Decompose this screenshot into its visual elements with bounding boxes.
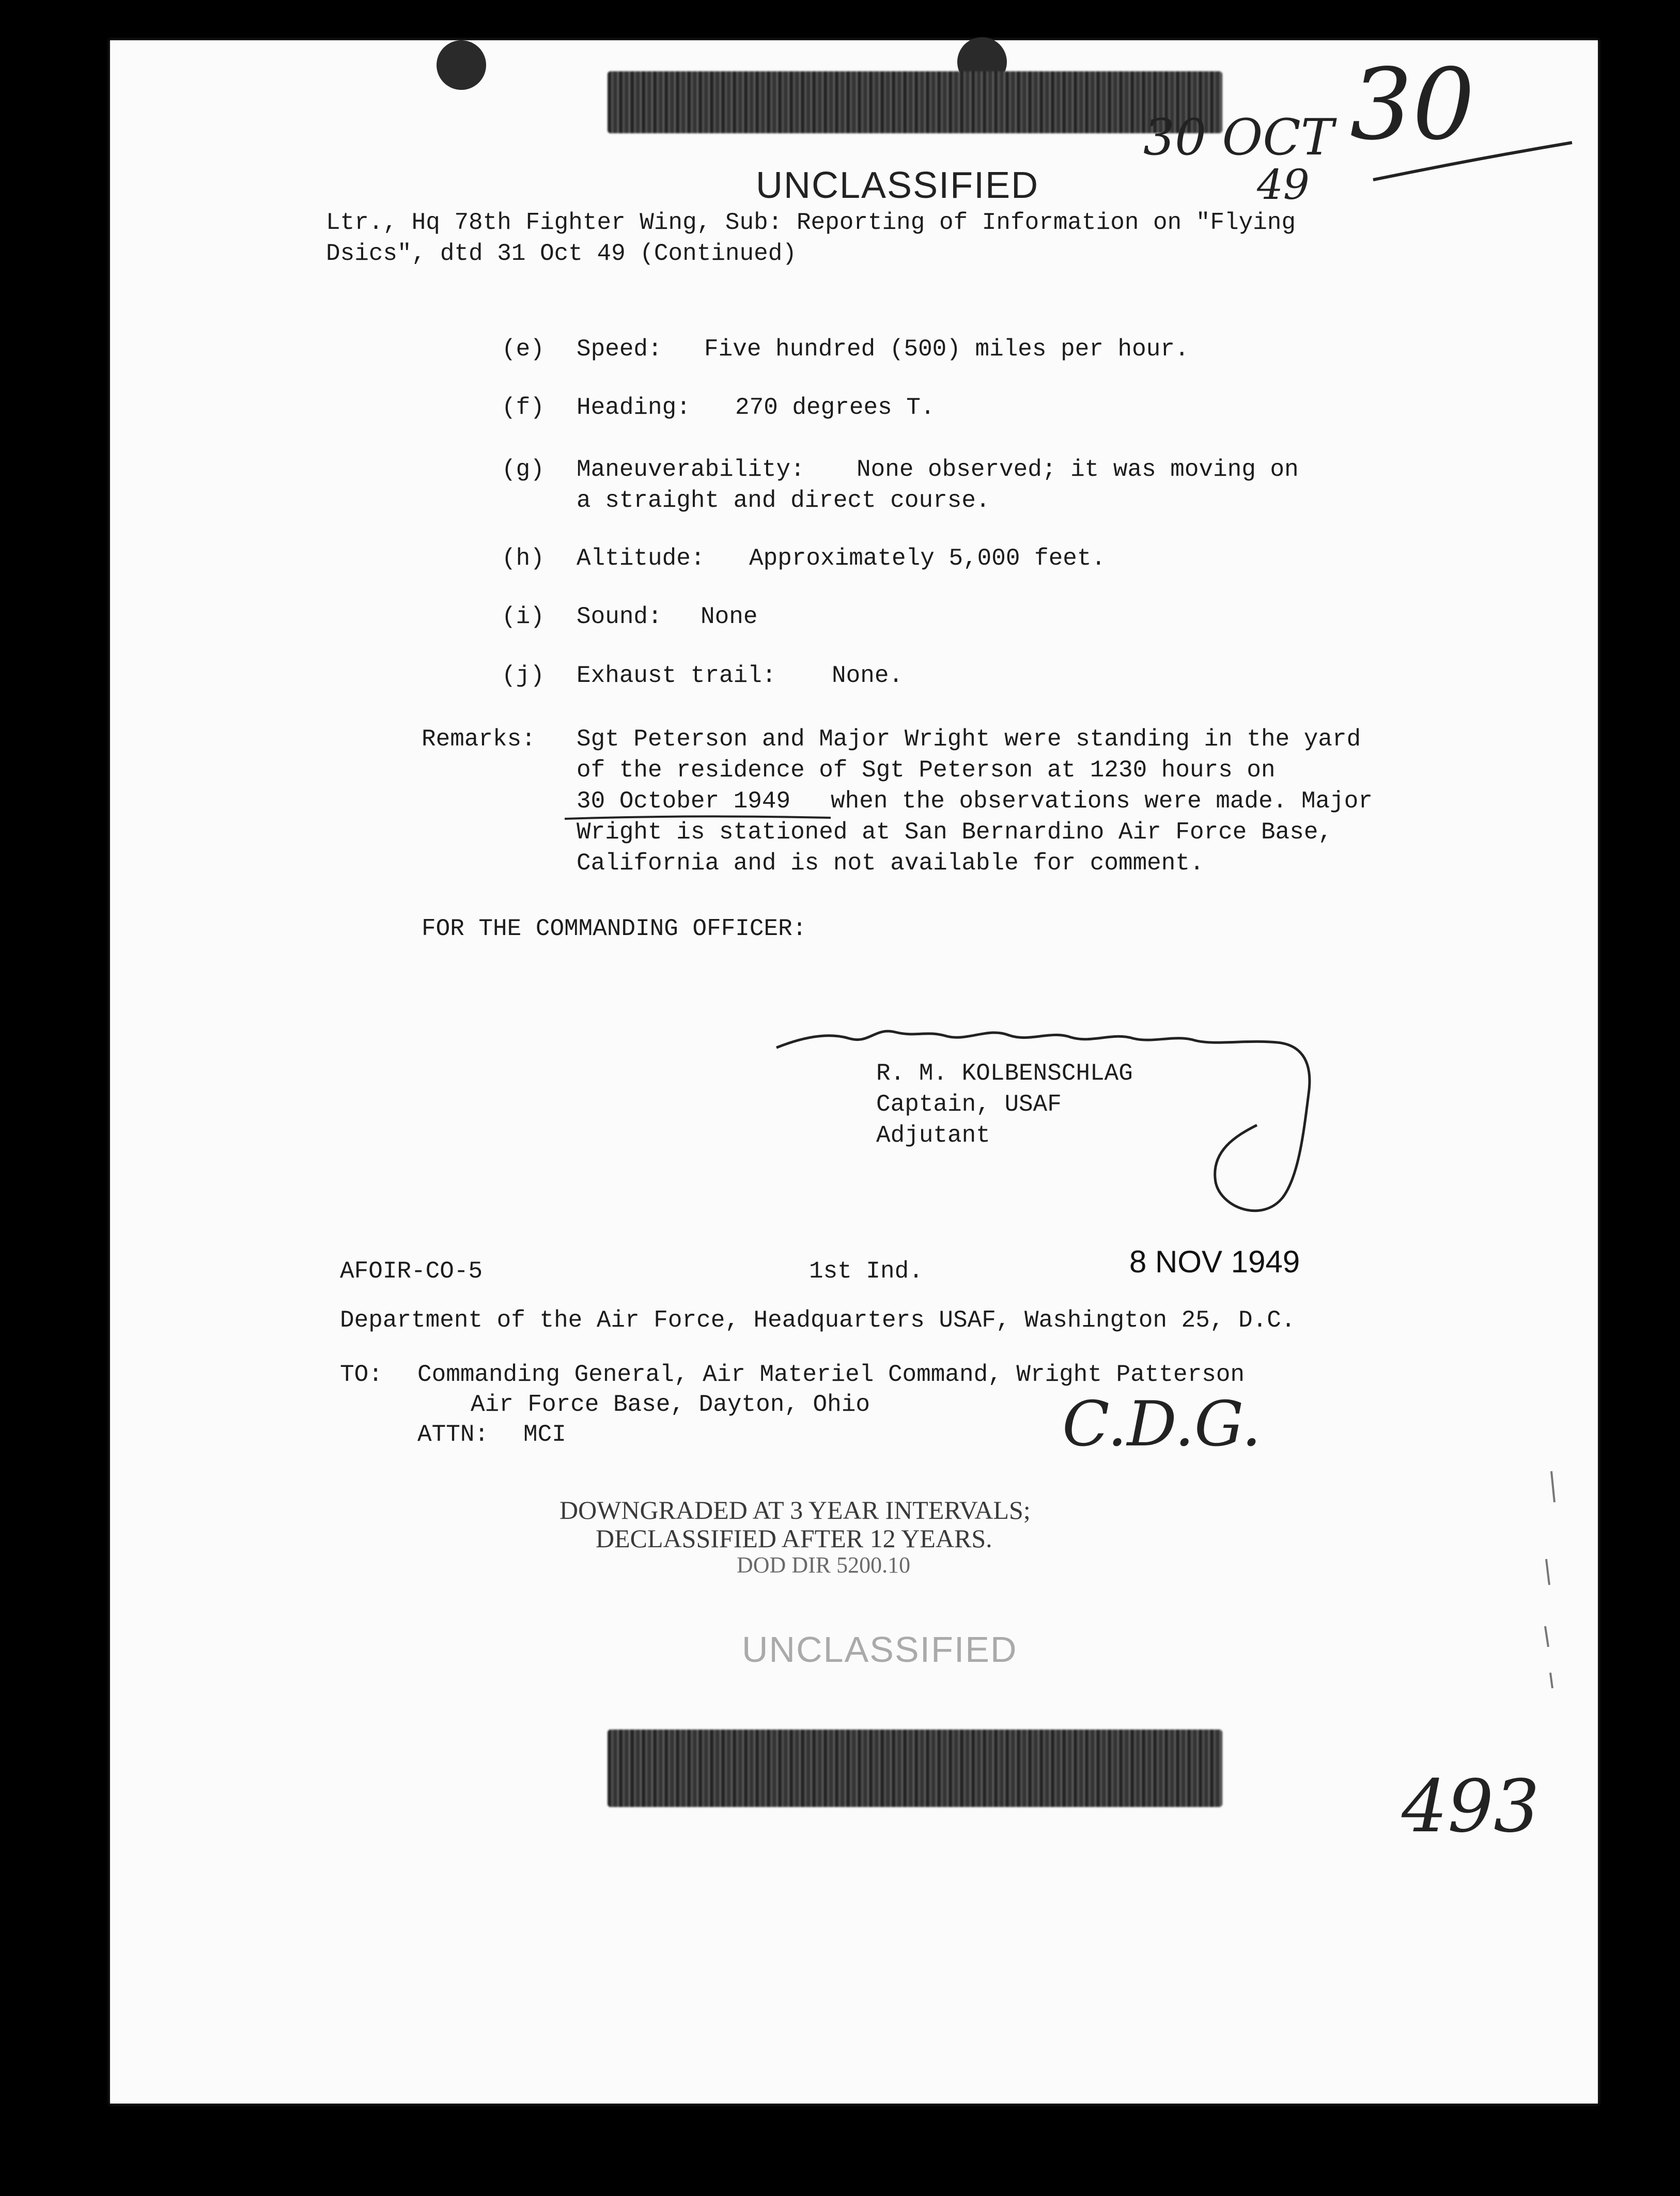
item-j-label: Exhaust trail: <box>577 662 776 689</box>
to-label: TO: <box>340 1361 383 1388</box>
unclassified-footer-stamp: UNCLASSIFIED <box>742 1629 1018 1670</box>
handwritten-page-number: 30 <box>1350 48 1475 162</box>
signature <box>771 1011 1350 1259</box>
remarks-line-4: Wright is stationed at San Bernardino Air Force Base, <box>577 819 1333 846</box>
item-h-letter: (h) <box>502 545 545 572</box>
signer-rank: Captain, USAF <box>876 1091 1062 1118</box>
item-e-label: Speed: <box>577 336 662 363</box>
item-g-letter: (g) <box>502 456 545 483</box>
attn-value: MCI <box>523 1421 566 1448</box>
item-j-text: None. <box>832 662 904 689</box>
item-g-label: Maneuverability: <box>577 456 805 483</box>
indorsement-date-stamp: 8 NOV 1949 <box>1129 1244 1300 1279</box>
handwritten-initials: C.D.G. <box>1062 1389 1262 1460</box>
remarks-date: 30 October 1949 <box>577 788 791 815</box>
indorsement-ref: AFOIR-CO-5 <box>340 1258 483 1285</box>
item-h-label: Altitude: <box>577 545 705 572</box>
subject-line-1: Ltr., Hq 78th Fighter Wing, Sub: Reporting of Information on "Flying <box>326 209 1296 236</box>
remarks-line-1: Sgt Peterson and Major Wright were standing in the yard <box>577 726 1361 753</box>
downgrade-stamp-line-3: DOD DIR 5200.10 <box>737 1552 911 1578</box>
remarks-line-3: when the observations were made. Major <box>831 788 1373 815</box>
signer-name: R. M. KOLBENSCHLAG <box>876 1060 1133 1087</box>
handwritten-underline <box>1371 138 1577 185</box>
punch-hole-left <box>437 40 486 90</box>
item-g-text-2: a straight and direct course. <box>577 487 990 514</box>
item-f-label: Heading: <box>577 394 691 421</box>
signer-title: Adjutant <box>876 1122 990 1149</box>
handwritten-page-number-bottom: 493 <box>1402 1765 1540 1849</box>
unclassified-header-stamp: UNCLASSIFIED <box>756 165 1039 206</box>
subject-line-2: Dsics", dtd 31 Oct 49 (Continued) <box>326 240 797 267</box>
attn-label: ATTN: <box>417 1421 489 1448</box>
redaction-bar-top <box>608 71 1222 133</box>
for-commanding-officer: FOR THE COMMANDING OFFICER: <box>422 915 807 942</box>
item-e-text: Five hundred (500) miles per hour. <box>704 336 1189 363</box>
remarks-line-2: of the residence of Sgt Peterson at 1230 hours on <box>577 757 1275 784</box>
downgrade-stamp-line-1: DOWNGRADED AT 3 YEAR INTERVALS; <box>559 1496 1031 1524</box>
item-j-letter: (j) <box>502 662 545 689</box>
to-line-2: Air Force Base, Dayton, Ohio <box>471 1391 870 1418</box>
item-f-text: 270 degrees T. <box>735 394 935 421</box>
indorsement-ind: 1st Ind. <box>809 1258 923 1285</box>
to-line-1: Commanding General, Air Materiel Command, Wright Patterson <box>417 1361 1245 1388</box>
indorsement-department: Department of the Air Force, Headquarters USAF, Washington 25, D.C. <box>340 1307 1296 1334</box>
remarks-line-5: California and is not available for comment. <box>577 850 1204 877</box>
item-e-letter: (e) <box>502 336 545 363</box>
item-i-text: None <box>701 603 758 630</box>
remarks-label: Remarks: <box>422 726 536 753</box>
item-f-letter: (f) <box>502 394 545 421</box>
item-i-letter: (i) <box>502 603 545 630</box>
margin-marks <box>1531 1466 1572 1724</box>
redaction-bar-bottom <box>608 1730 1222 1807</box>
item-i-label: Sound: <box>577 603 662 630</box>
downgrade-stamp-line-2: DECLASSIFIED AFTER 12 YEARS. <box>596 1524 992 1553</box>
item-g-text: None observed; it was moving on <box>857 456 1299 483</box>
item-h-text: Approximately 5,000 feet. <box>749 545 1106 572</box>
handwritten-date: 30 OCT <box>1143 108 1334 166</box>
document-page <box>110 40 1598 2104</box>
handwritten-year: 49 <box>1257 161 1310 209</box>
